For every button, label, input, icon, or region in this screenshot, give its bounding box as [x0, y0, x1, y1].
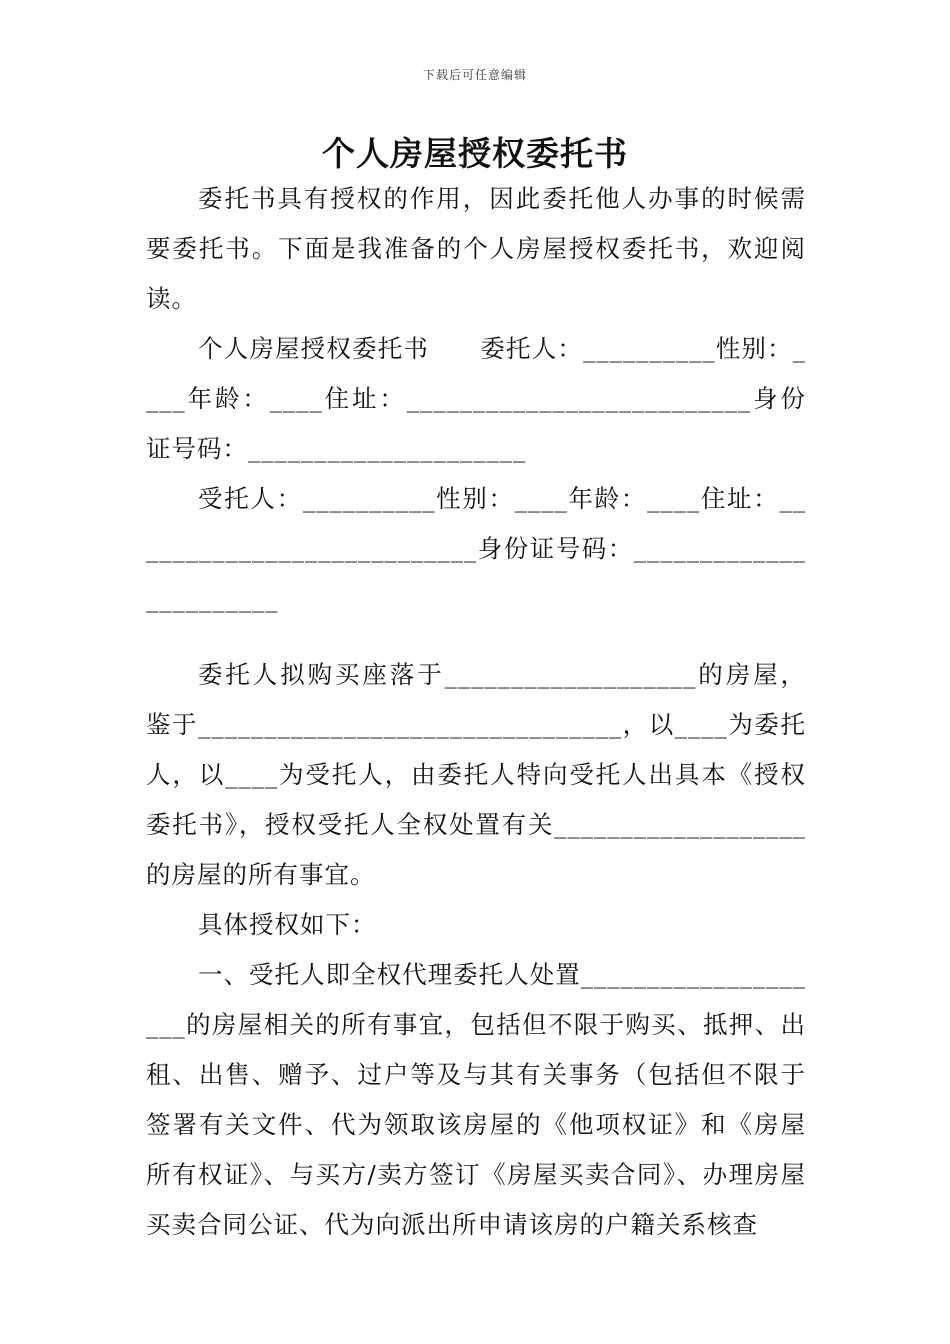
authorization-item-1: 一、受托人即全权代理委托人处置____________________的房屋相关的所有事宜，包括但不限于购买、抵押、出租、出售、赠予、过户等及与其有关事务（包括但不限于签署有关文件、代为领取该房屋的《他项权证》和《房屋所有权证》、与买方/卖方签订《房屋买卖合同》、办理房屋买卖合同公证、代为向派出所申请该房的户籍关系核查: [146, 960, 806, 1239]
authorization-list-heading: 具体授权如下：: [198, 910, 377, 939]
header-note: 下载后可任意编辑: [422, 68, 527, 82]
principal-info-paragraph: 个人房屋授权委托书 委托人：__________性别：____年龄：____住址：__________________________身份证号码：_____________________: [146, 334, 806, 463]
authorization-paragraph: 委托人拟购买座落于___________________的房屋，鉴于________________________________，以____为委托人，以____为受托人，由委托人特向受托人出具本《授权委托书》，授权受托人全权处置有关___________________的房屋的所有事宜。: [146, 660, 806, 889]
document-body: [146, 174, 806, 1250]
agent-info-paragraph: 受托人：__________性别：____年龄：____住址：___________________________身份证号码：_______________________: [146, 484, 806, 613]
document-title: 个人房屋授权委托书: [322, 134, 628, 173]
intro-paragraph: 委托书具有授权的作用，因此委托他人办事的时候需要委托书。下面是我准备的个人房屋授权委托书，欢迎阅读。: [146, 184, 806, 313]
